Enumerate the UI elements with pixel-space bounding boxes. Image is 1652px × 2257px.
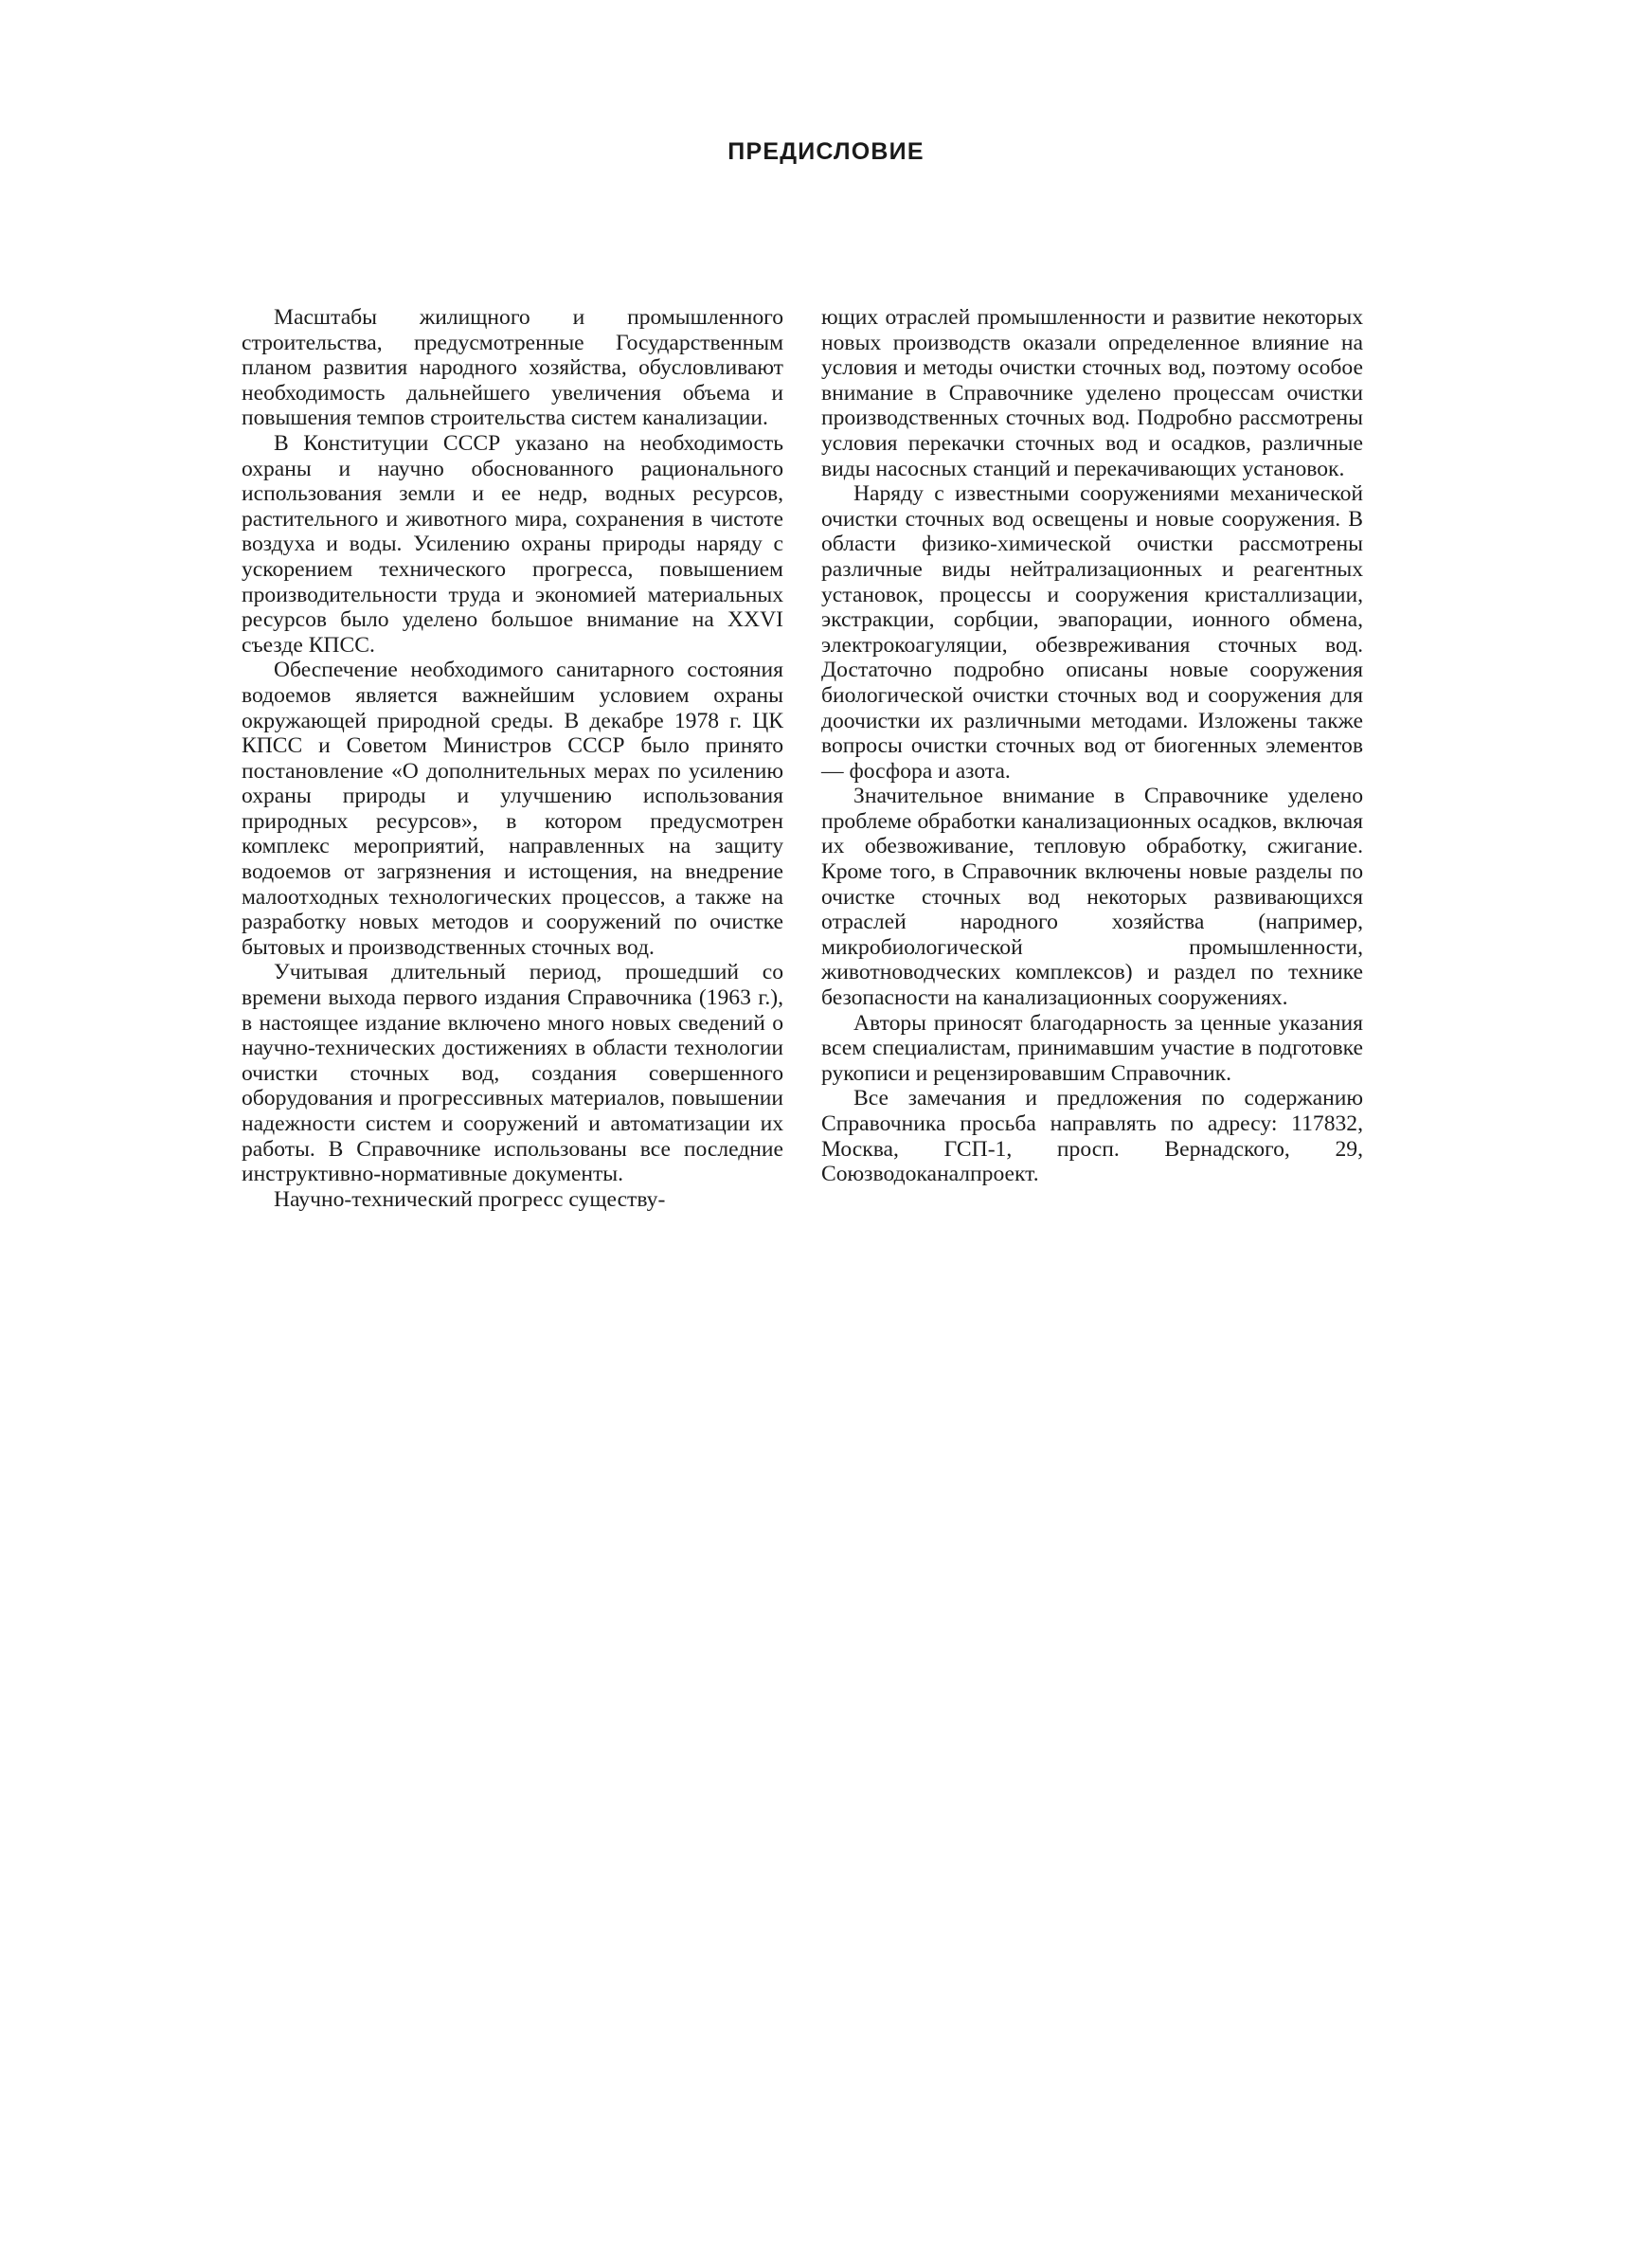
paragraph-continued: ющих отраслей промышленности и развитие некоторых новых производств оказали определенное влияние на условия и методы очистки сточных вод, поэтому особое внимание в Справочнике уделено процессам очистки производственных сточных вод. Подробно рассмотрены условия перекачки сточных вод и осадков, различные виды насосных станций и перекачивающих установок. <box>821 305 1363 481</box>
paragraph: Наряду с известными сооружениями механической очистки сточных вод освещены и новые сооружения. В области физико-химической очистки рассмотрены различные виды нейтрализационных и реагентных установок, процессы и сооружения кристаллизации, экстракции, сорбции, эвапорации, ионного обмена, электрокоагуляции, обезвреживания сточных вод. Достаточно подробно описаны новые сооружения биологической очистки сточных вод и сооружения для доочистки их различными методами. Изложены также вопросы очистки сточных вод от биогенных элементов — фосфора и азота. <box>821 481 1363 784</box>
paragraph: Обеспечение необходимого санитарного состояния водоемов является важнейшим условием охраны окружающей природной среды. В декабре 1978 г. ЦК КПСС и Советом Министров СССР было принято постановление «О дополнительных мерах по усилению охраны природы и улучшению использования природных ресурсов», в котором предусмотрен комплекс мероприятий, направленных на защиту водоемов от загрязнения и истощения, на внедрение малоотходных технологических процессов, а также на разработку новых методов и сооружений по очистке бытовых и производственных сточных вод. <box>242 658 783 960</box>
paragraph: В Конституции СССР указано на необходимость охраны и научно обоснованного рационального использования земли и ее недр, водных ресурсов, растительного и животного мира, сохранения в чистоте воздуха и воды. Усилению охраны природы наряду с ускорением технического прогресса, повышением производительности труда и экономией материальных ресурсов было уделено большое внимание на XXVI съезде КПСС. <box>242 430 783 658</box>
text-column-right <box>821 305 1363 1187</box>
paragraph: Научно-технический прогресс существу- <box>274 1186 666 1212</box>
paragraph: Масштабы жилищного и промышленного строительства, предусмотренные Государственным планом развития народного хозяйства, обусловливают необходимость дальнейшего увеличения объема и повышения темпов строительства систем канализации. <box>242 305 783 431</box>
text-column-left <box>242 305 783 1212</box>
paragraph: Все замечания и предложения по содержанию Справочника просьба направлять по адресу: 117832, Москва, ГСП-1, просп. Вернадского, 29, Союзводоканалпроект. <box>821 1086 1363 1187</box>
paragraph: Учитывая длительный период, прошедший со времени выхода первого издания Справочника (1963 г.), в настоящее издание включено много новых сведений о научно-технических достижениях в области технологии очистки сточных вод, создания совершенного оборудования и прогрессивных материалов, повышении надежности систем и сооружений и автоматизации их работы. В Справочнике использованы все последние инструктивно-нормативные документы. <box>242 960 783 1187</box>
paragraph: Авторы приносят благодарность за ценные указания всем специалистам, принимавшим участие в подготовке рукописи и рецензировавшим Справочник. <box>821 1010 1363 1086</box>
page-title: ПРЕДИСЛОВИЕ <box>727 138 925 165</box>
paragraph: Значительное внимание в Справочнике уделено проблеме обработки канализационных осадков, включая их обезвоживание, тепловую обработку, сжигание. Кроме того, в Справочник включены новые разделы по очистке сточных вод некоторых развивающихся отраслей народного хозяйства (например, микробиологической промышленности, животноводческих комплексов) и раздел по технике безопасности на канализационных сооружениях. <box>821 784 1363 1011</box>
